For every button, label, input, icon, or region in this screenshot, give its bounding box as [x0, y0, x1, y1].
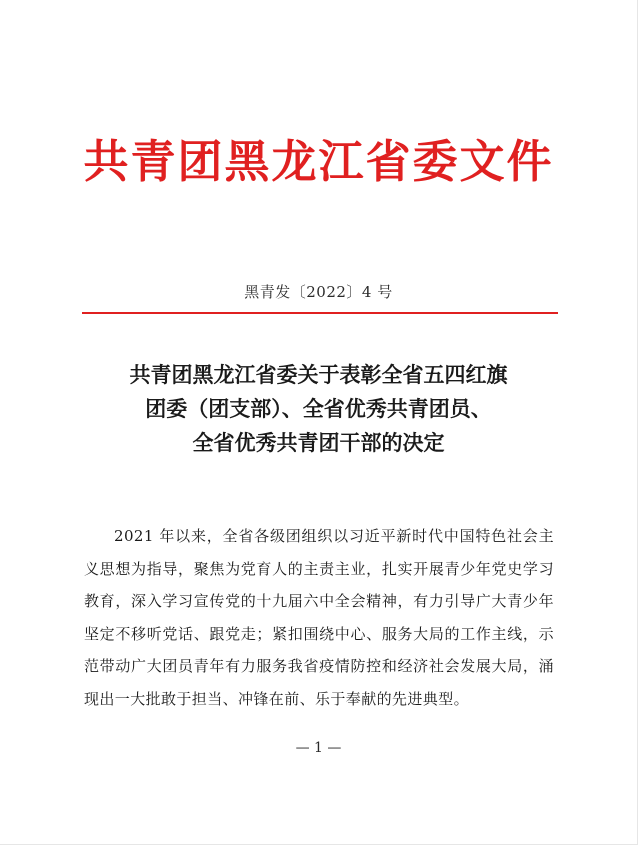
document-masthead: 共青团黑龙江省委文件 — [83, 135, 554, 188]
document-number: 黑青发〔2022〕4 号 — [244, 283, 393, 301]
document-title — [0, 358, 637, 460]
red-divider-line — [82, 312, 558, 314]
title-line-3: 全省优秀共青团干部的决定 — [192, 430, 445, 455]
title-line-1: 共青团黑龙江省委关于表彰全省五四红旗 — [129, 362, 508, 387]
page-number: — 1 — — [295, 740, 342, 756]
body-paragraph: 2021 年以来，全省各级团组织以习近平新时代中国特色社会主义思想为指导，聚焦为党育人的主责主业，扎实开展青少年党史学习教育，深入学习宣传党的十九届六中全会精神，有力引导广大青少年坚定不移听党话、跟党走；紧扣围绕中心、服务大局的工作主线，示范带动广大团员青年有力服务我省疫情防控和经济社会发展大局，涌现出一大批敢于担当、冲锋在前、乐于奉献的先进典型。 — [84, 527, 554, 708]
title-line-2: 团委（团支部）、全省优秀共青团员、 — [145, 396, 492, 421]
